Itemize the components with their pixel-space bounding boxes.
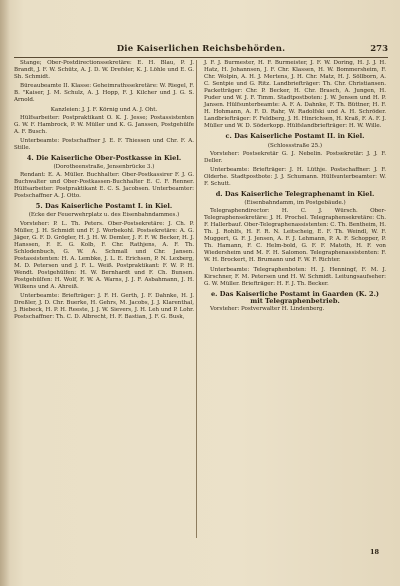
section-heading: c. Das Kaiserliche Postamt II. in Kiel. (225, 132, 365, 141)
paragraph: Stange; Ober-Postdirectionssekretäre: E. H. Blau, P. J. Brandt, J. F. W. Schütz, A. J. D. W. Drefsler, K. J. Löhle und E. G. Sh. Schmidt. (14, 60, 194, 81)
running-header (14, 44, 388, 56)
signature-mark: 18 (370, 548, 380, 556)
paragraph: Vorsteher: P. L. Th. Peters. Ober-Postsekretäre: J. Ch. P. Müller, J. H. Schmidt und F. J. Worbekohl. Postsekretäre: A. G. Jäger, G. F. D. Grögler, H. J. H. W. Demler, J. F. F. W. Becker, H. J. Hanssen, F. E. G. Kolb, F. Chr. Rathjens, A. F. Th. Schlodenbuch, G. W. A. Schmall und Chr. Jansen. Postassistenten: H. A. Lembke, J. L. E. Erichsen, P. N. Lexberg, M. D. Petersen und J. F. L. Weiß. Postpraktikant: F. W. P. H. Wendt. Postgehülfen: H. W. Bernhardt und F. Ch. Bunsen. Postgehülfen: H. Wolf, F. W. A. Warns, J. J. F. Asbahmann, J. H. Wilkens und A. Ahreiß. (14, 220, 194, 290)
section-heading: 5. Das Kaiserliche Postamt I. in Kiel. (35, 202, 173, 211)
paragraph: Vorsteher: Postverwalter H. Lindenberg. (210, 305, 325, 312)
section-heading: d. Das Kaiserliche Telegraphenamt in Kiel. (215, 189, 375, 198)
section-subheading: (Ecke der Feuerwehrplatz u. des Eisenbahndammes.) (28, 212, 180, 219)
paragraph: Rendant: E. A. Müller. Buchhalter: Ober-Postkassirer F. J. G. Buchwalter und Ober-Postkassen-Buchhalter E. C. F. Renner. Hülfsarbeiter: Postpraktikant E. C. S. Jacobsen. Unterbeamter: Postschaffner A. J. Otto. (14, 172, 194, 200)
paragraph: J. F. J. Burmester, H. F. Burmeister, J. F. W. Doring, H. J. J. H. Hatz, H. Johannsen, J. F. Chr. Klassen, H. W. Bommersheim, F. Chr. Wolpin, A. H. J. Mertens, J. H. Chr. Matz, H. J. Söllborn, A. C. Sentpie und G. Ritz. Landbriefträger: Th. Chr. Christiansen. Packetträger: Chr. P. Becker, H. Chr. Brasch, A. Jungen, H. Puder und W. J. F. Timm. Stadtpostboten: J. W. Jensen und H. P. Jansen. Hülfsunterbeamte: A. F. A. Dahnke, F. Th. Büttner, H. F. H. Hohmann, A. F. D. Rahr, W. Radolfski und A. H. Schröder. Landbriefträger: F. Feldberg, J. H. Hinrichsen, H. Kraß, F. A. F. J. Müller und W. D. Söderkopp. Hülfslandbriefträger: H. W. Wille. (204, 60, 386, 130)
paragraph: Vorsteher: Postsekretär G. J. Nebelin. Postsekretär: J. J. F. Deller. (204, 150, 386, 164)
paragraph: Büreaubeamte II. Klasse: Geheimrathssekretäre: W. Riegel, F. B. "Kaiser, J. M. Schulz, A. J. Hopp, F. J. Kilcher und J. G. S. Arnold. (14, 83, 194, 104)
left-column (14, 60, 194, 324)
section-heading: 4. Die Kaiserliche Ober-Postkasse in Kiel. (26, 154, 182, 163)
paragraph: Telegraphendirector: H. C. J. Würsch. Ober-Telegraphensekretäre: J. H. Prochel. Telegraphensekretäre: Ch. F. Hallerbauf. Ober-Telegraphenassistenten: C. Th. Bentheim, H. Th. J. Rohlfs, H. F. R. N. Leitscheig, E. F. Th. Weindl, W. F. Muggert, G. F. J. Jensen, A. F. J. Lehmann, P. A. F. Schopper, P. Th. Hamann, F. C. Helm-bold, G. F. F. Matoth, H. F. von Wiedersheim und M. F. H. Salomon. Telegraphenassistenten: F. W. H. Brockert, H. Brumann und F. W. F. Richter. (204, 208, 386, 264)
paragraph: Unterbeamte: Briefträger: J. H. Lüthje. Postschaffner: J. F. Olderhe. Stadtpostbote: J. J. Schumann. Hülfsunterbeamter: W. F. Schutt. (204, 166, 386, 187)
right-column (204, 60, 386, 315)
page-number: 273 (370, 44, 388, 54)
page-fold-shadow (0, 0, 10, 586)
section-subheading: (Eisenbahndamm, im Postgebäude.) (244, 200, 346, 207)
column-divider (196, 60, 197, 538)
header-rule (14, 57, 388, 58)
paragraph: Hülfsarbeiter: Postpraktikant O. K. J. Jesse; Postassistenten G. W. F. Hambrock, P. W. Müller und K. G. Janssen, Postgehülfe A. F. Busch. (14, 114, 194, 135)
section-heading: e. Das Kaiserliche Postamt in Gaarden (K. 2.) mit Telegraphenbetrieb. (210, 289, 380, 305)
paragraph: Unterbeamte: Telegraphenboten: H. J. Henningf, F. M. J. Kirschner, F. M. Petersen und H. W. Schmidt. Leitungsaufseher: G. W. Müller. Briefträger: H. F. J. Th. Becker. (204, 266, 386, 287)
header-title: Die Kaiserlichen Reichsbehörden. (116, 44, 286, 54)
section-subheading: Kanzleien: J. J. F. Körnig und A. J. Oht. (50, 106, 158, 113)
paragraph: Unterbeamte: Briefträger: J. F. H. Gerth, J. F. Dahnke, H. J. Dreßler, J. D. Chr. Buerke, H. Gehrs, M. Jacobs, J. J. Klarenthal, J. Riebeck, H. P. H. Reeste, J. J. W. Sievers, J. H. Leh und P. Lohr. Postschaffner: Th. C. D. Albrecht, H. F. Bastian, J. F. G. Busk, (14, 293, 194, 321)
paragraph: Unterbeamte: Postschaffner J. E. F. Thiessen und Chr. F. A. Stille. (14, 138, 194, 152)
section-subheading: (Schlossstraße 25.) (267, 142, 323, 149)
section-subheading: (Dorotheenstraße, Jensenbrücke 3.) (53, 164, 155, 171)
